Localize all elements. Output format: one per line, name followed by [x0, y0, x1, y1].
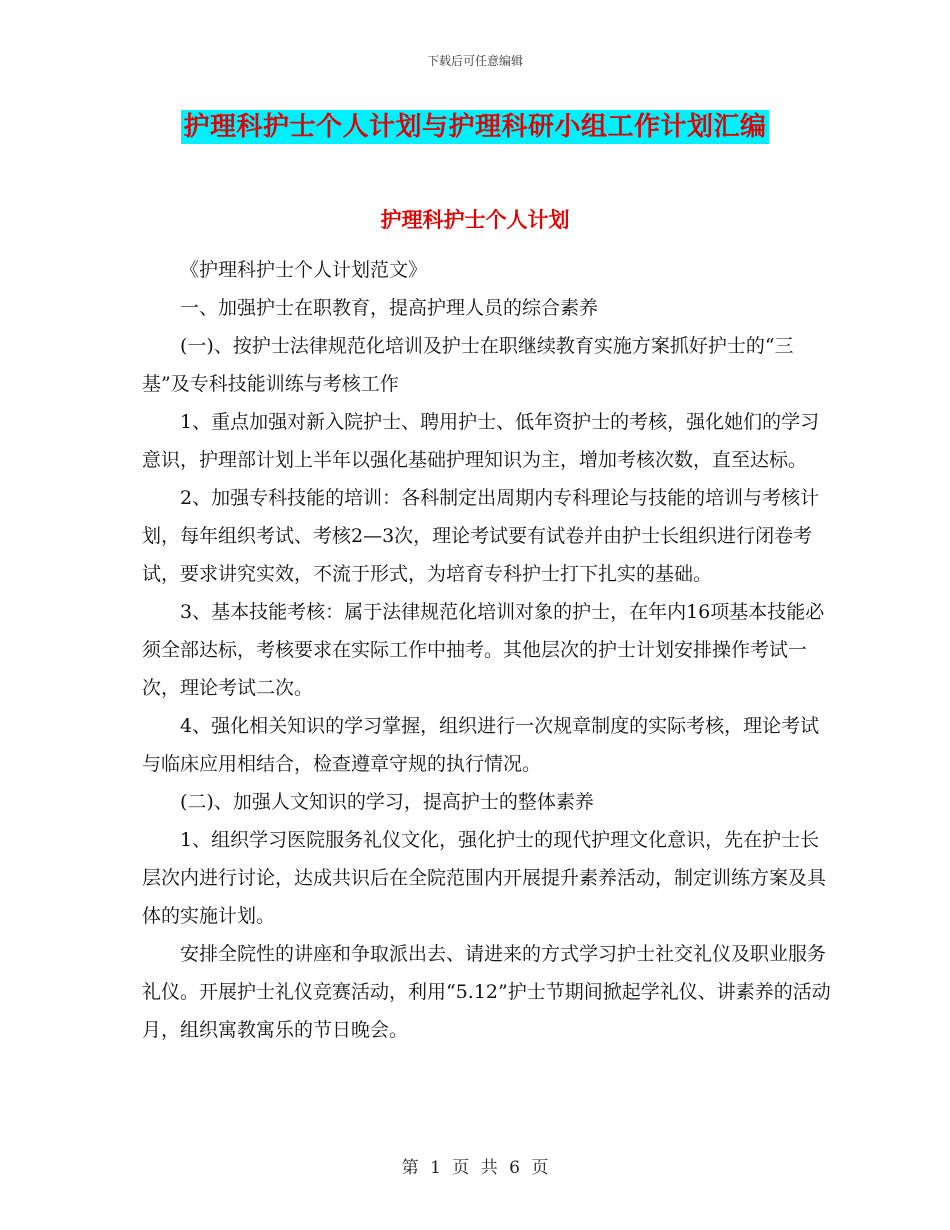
paragraph: 《护理科护士个人计划范文》 — [180, 259, 428, 281]
header-note: 下载后可任意编辑 — [426, 54, 523, 68]
paragraph: (一)、按护士法律规范化培训及护士在职继续教育实施方案抓好护士的“三基”及专科技能训练与考核工作 — [142, 335, 794, 395]
paragraph: 一、加强护士在职教育，提高护理人员的综合素养 — [180, 297, 599, 319]
page-footer: 第 1 页 共 6 页 — [401, 1158, 549, 1178]
paragraph: 安排全院性的讲座和争取派出去、请进来的方式学习护士社交礼仪及职业服务礼仪。开展护士礼仪竞赛活动，利用“5.12”护士节期间掀起学礼仪、讲素养的活动月，组织寓教寓乐的节日晚会。 — [142, 943, 831, 1041]
paragraph: 1、重点加强对新入院护士、聘用护士、低年资护士的考核，强化她们的学习意识，护理部计划上半年以强化基础护理知识为主，增加考核次数，直至达标。 — [142, 411, 820, 471]
paragraph: (二)、加强人文知识的学习，提高护士的整体素养 — [180, 791, 594, 813]
document-title-wrapper — [0, 110, 950, 144]
document-title: 护理科护士个人计划与护理科研小组工作计划汇编 — [183, 112, 767, 142]
paragraph: 4、强化相关知识的学习掌握，组织进行一次规章制度的实际考核，理论考试与临床应用相结合，检查遵章守规的执行情况。 — [142, 715, 820, 775]
paragraph: 2、加强专科技能的培训：各科制定出周期内专科理论与技能的培训与考核计划，每年组织考试、考核2—3次，理论考试要有试卷并由护士长组织进行闭卷考试，要求讲究实效，不流于形式，为培育专科护士打下扎实的基础。 — [142, 487, 820, 585]
paragraph: 3、基本技能考核：属于法律规范化培训对象的护士，在年内16项基本技能必须全部达标，考核要求在实际工作中抽考。其他层次的护士计划安排操作考试一次，理论考试二次。 — [142, 601, 825, 699]
document-body — [142, 251, 832, 1049]
paragraph: 1、组织学习医院服务礼仪文化，强化护士的现代护理文化意识，先在护士长层次内进行讨论，达成共识后在全院范围内开展提升素养活动，制定训练方案及具体的实施计划。 — [142, 829, 827, 927]
section-title: 护理科护士个人计划 — [380, 208, 570, 232]
